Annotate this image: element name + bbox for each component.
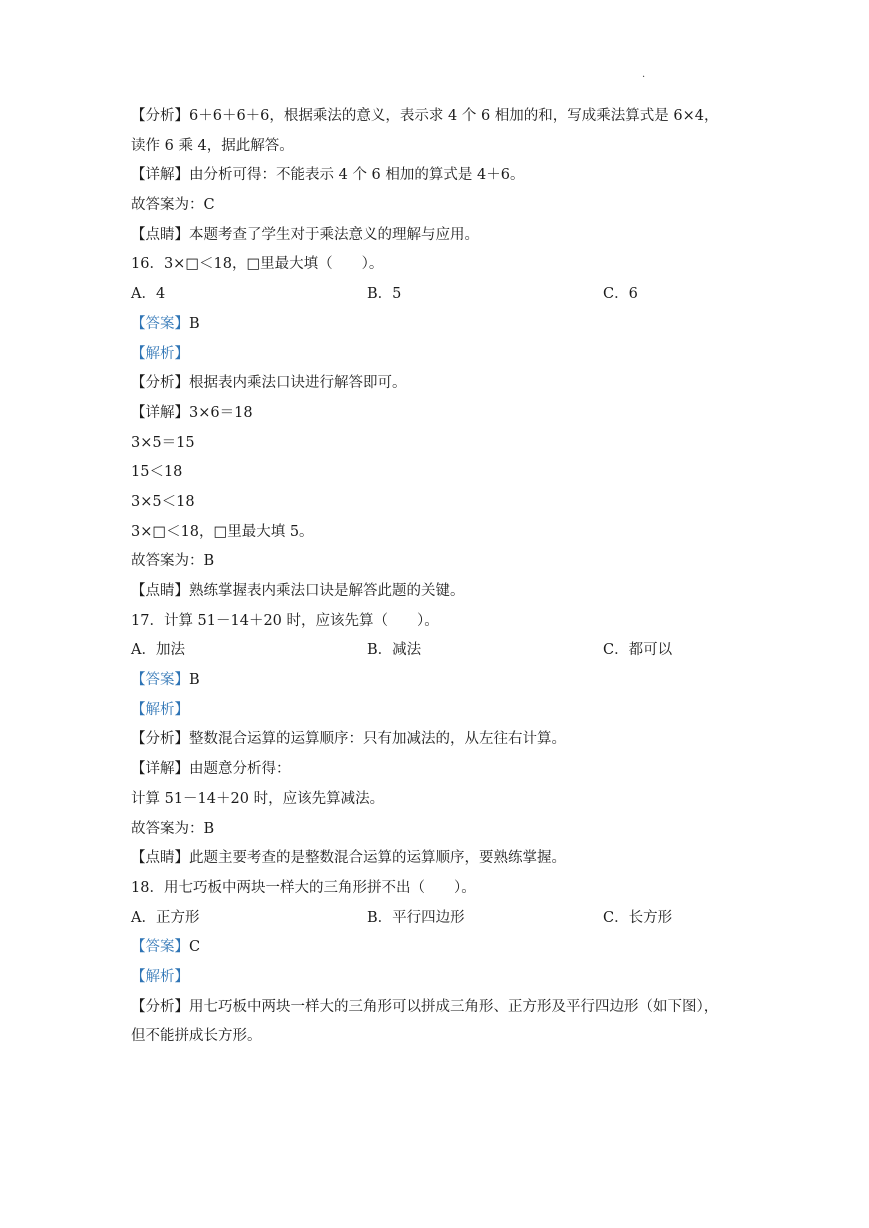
option-a: A．4	[131, 286, 166, 303]
text-line: 3×5＜18	[131, 493, 195, 510]
section-tag: 【答案】	[131, 939, 189, 956]
options-row	[131, 280, 741, 310]
text-line: 3×5＝15	[131, 434, 195, 451]
answer-value: C	[189, 939, 201, 956]
section-tag: 【解析】	[131, 701, 189, 718]
text-line: 故答案为：B	[131, 553, 215, 570]
analysis-heading	[131, 963, 741, 993]
answer-value: B	[189, 672, 200, 689]
option-c: C．6	[603, 286, 638, 303]
text-line: 读作 6 乘 4，据此解答。	[131, 137, 294, 154]
text-line: 【分析】根据表内乘法口诀进行解答即可。	[131, 375, 407, 392]
document-body	[131, 102, 741, 1052]
option-b: B．5	[367, 286, 402, 303]
text-line: 计算 51－14＋20 时，应该先算减法。	[131, 790, 385, 807]
options-row	[131, 904, 741, 934]
text-line: 【详解】由题意分析得：	[131, 761, 291, 778]
text-line: 故答案为：C	[131, 197, 215, 214]
text-line: 17．计算 51－14＋20 时，应该先算（ ）。	[131, 612, 439, 629]
option-a: A．加法	[131, 642, 185, 659]
text-line: 故答案为：B	[131, 820, 215, 837]
header-dot: ·	[642, 72, 646, 83]
option-b: B．平行四边形	[367, 909, 465, 926]
text-line: 15＜18	[131, 464, 183, 481]
options-row	[131, 636, 741, 666]
section-tag: 【答案】	[131, 315, 189, 332]
text-line: 但不能拼成长方形。	[131, 1028, 262, 1045]
answer-value: B	[189, 315, 200, 332]
section-tag: 【解析】	[131, 345, 189, 362]
option-b: B．减法	[367, 642, 422, 659]
option-c: C．都可以	[603, 642, 673, 659]
section-tag: 【答案】	[131, 672, 189, 689]
section-tag: 【解析】	[131, 968, 189, 985]
option-c: C．长方形	[603, 909, 673, 926]
analysis-heading	[131, 340, 741, 370]
text-line: 【点睛】本题考查了学生对于乘法意义的理解与应用。	[131, 226, 479, 243]
text-line: 18．用七巧板中两块一样大的三角形拼不出（ ）。	[131, 879, 476, 896]
text-line: 【点睛】熟练掌握表内乘法口诀是解答此题的关键。	[131, 583, 465, 599]
answer-line	[131, 933, 741, 963]
text-line: 【分析】整数混合运算的运算顺序：只有加减法的，从左往右计算。	[131, 731, 566, 748]
text-line: 3×□＜18，□里最大填 5。	[131, 523, 314, 540]
text-line: 【详解】3×6＝18	[131, 404, 253, 421]
text-line: 16．3×□＜18，□里最大填（ ）。	[131, 256, 384, 273]
analysis-heading	[131, 696, 741, 726]
text-line: 【点睛】此题主要考查的是整数混合运算的运算顺序，要熟练掌握。	[131, 850, 566, 867]
text-line: 【详解】由分析可得：不能表示 4 个 6 相加的算式是 4＋6。	[131, 167, 525, 184]
option-a: A．正方形	[131, 909, 200, 926]
answer-line	[131, 310, 741, 340]
text-line: 【分析】6＋6＋6＋6，根据乘法的意义，表示求 4 个 6 相加的和，写成乘法算式是 6×4，	[131, 108, 719, 124]
text-line: 【分析】用七巧板中两块一样大的三角形可以拼成三角形、正方形及平行四边形（如下图），	[131, 998, 719, 1015]
answer-line	[131, 666, 741, 696]
